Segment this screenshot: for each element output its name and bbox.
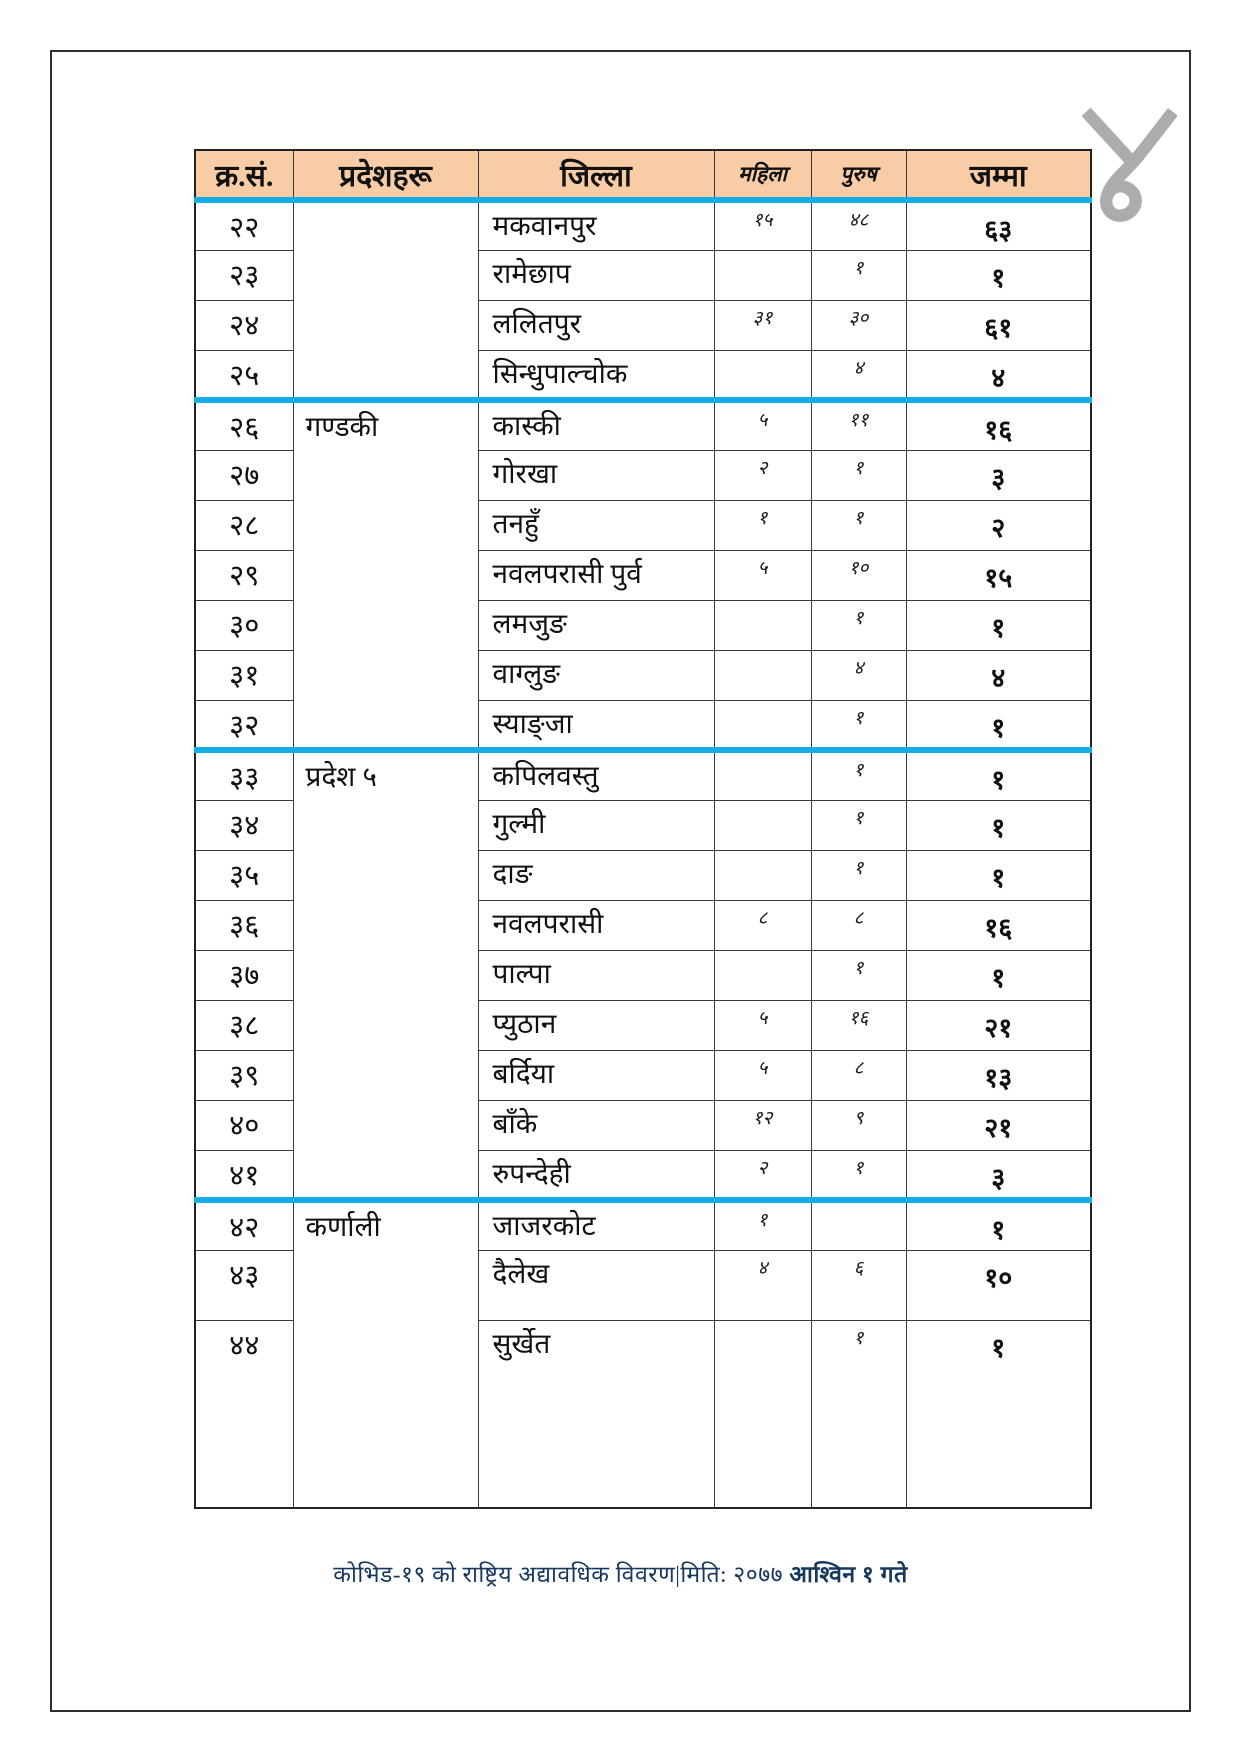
table-row (195, 200, 1091, 250)
female-count-cell: ८ (714, 900, 811, 950)
total-count-cell: १३ (906, 1050, 1091, 1100)
serial-number-cell: २९ (195, 550, 293, 600)
district-cell: स्याङ्जा (478, 700, 714, 750)
district-cell: गोरखा (478, 450, 714, 500)
male-count-cell: ११ (811, 400, 906, 450)
footer-date-bold: आश्विन १ गते (789, 1562, 908, 1587)
female-count-cell: १५ (714, 200, 811, 250)
footer-caption (52, 1557, 1189, 1589)
male-count-cell: १ (811, 450, 906, 500)
district-cell: दाङ (478, 850, 714, 900)
col-header-provinces: प्रदेशहरू (293, 150, 478, 200)
serial-number-cell: ३० (195, 600, 293, 650)
female-count-cell (714, 600, 811, 650)
male-count-cell: १० (811, 550, 906, 600)
serial-number-cell: २३ (195, 250, 293, 300)
female-count-cell: ३१ (714, 300, 811, 350)
female-count-cell (714, 950, 811, 1000)
serial-number-cell: २५ (195, 350, 293, 400)
col-header-male: पुरुष (811, 150, 906, 200)
female-count-cell (714, 1320, 811, 1508)
district-cell: ललितपुर (478, 300, 714, 350)
male-count-cell: ६ (811, 1250, 906, 1320)
total-count-cell: १६ (906, 900, 1091, 950)
district-cell: नवलपरासी (478, 900, 714, 950)
serial-number-cell: ४४ (195, 1320, 293, 1508)
male-count-cell: १ (811, 1320, 906, 1508)
table-header (195, 150, 1091, 200)
female-count-cell (714, 700, 811, 750)
header-row (195, 150, 1091, 200)
total-count-cell: १५ (906, 550, 1091, 600)
male-count-cell: १ (811, 950, 906, 1000)
serial-number-cell: २२ (195, 200, 293, 250)
province-cell: गण्डकी (293, 400, 478, 750)
col-header-female: महिला (714, 150, 811, 200)
serial-number-cell: ३३ (195, 750, 293, 800)
female-count-cell: १ (714, 1200, 811, 1250)
covid-district-table (194, 149, 1092, 1509)
male-count-cell: १ (811, 700, 906, 750)
total-count-cell: १ (906, 700, 1091, 750)
district-cell: गुल्मी (478, 800, 714, 850)
province-cell: कर्णाली (293, 1200, 478, 1508)
district-cell: रामेछाप (478, 250, 714, 300)
district-cell: जाजरकोट (478, 1200, 714, 1250)
total-count-cell: १६ (906, 400, 1091, 450)
total-count-cell: १ (906, 600, 1091, 650)
female-count-cell (714, 750, 811, 800)
female-count-cell: २ (714, 450, 811, 500)
province-cell (293, 200, 478, 400)
male-count-cell: ४ (811, 350, 906, 400)
total-count-cell: २१ (906, 1100, 1091, 1150)
total-count-cell: १ (906, 950, 1091, 1000)
male-count-cell: ८ (811, 1050, 906, 1100)
serial-number-cell: ३४ (195, 800, 293, 850)
serial-number-cell: ४३ (195, 1250, 293, 1320)
serial-number-cell: ४० (195, 1100, 293, 1150)
serial-number-cell: ३७ (195, 950, 293, 1000)
male-count-cell: ९ (811, 1100, 906, 1150)
male-count-cell: ३० (811, 300, 906, 350)
serial-number-cell: ३२ (195, 700, 293, 750)
female-count-cell (714, 350, 811, 400)
col-header-district: जिल्ला (478, 150, 714, 200)
total-count-cell: ४ (906, 350, 1091, 400)
serial-number-cell: ३८ (195, 1000, 293, 1050)
male-count-cell: १ (811, 750, 906, 800)
table-body (195, 200, 1091, 1508)
district-cell: कास्की (478, 400, 714, 450)
page-border-frame (50, 50, 1191, 1712)
district-cell: दैलेख (478, 1250, 714, 1320)
district-cell: लमजुङ (478, 600, 714, 650)
total-count-cell: १ (906, 250, 1091, 300)
male-count-cell: १ (811, 250, 906, 300)
serial-number-cell: २८ (195, 500, 293, 550)
district-cell: बाँके (478, 1100, 714, 1150)
total-count-cell: ६३ (906, 200, 1091, 250)
total-count-cell: १ (906, 750, 1091, 800)
female-count-cell: ५ (714, 1000, 811, 1050)
district-cell: सिन्धुपाल्चोक (478, 350, 714, 400)
female-count-cell: ४ (714, 1250, 811, 1320)
female-count-cell: ५ (714, 550, 811, 600)
serial-number-cell: ३१ (195, 650, 293, 700)
male-count-cell (811, 1200, 906, 1250)
district-cell: कपिलवस्तु (478, 750, 714, 800)
total-count-cell: ४ (906, 650, 1091, 700)
serial-number-cell: ४१ (195, 1150, 293, 1200)
district-cell: बर्दिया (478, 1050, 714, 1100)
total-count-cell: १ (906, 1320, 1091, 1508)
table-row (195, 400, 1091, 450)
male-count-cell: ४ (811, 650, 906, 700)
female-count-cell: १ (714, 500, 811, 550)
female-count-cell: ५ (714, 1050, 811, 1100)
male-count-cell: ४८ (811, 200, 906, 250)
serial-number-cell: ३९ (195, 1050, 293, 1100)
col-header-serial-number: क्र.सं. (195, 150, 293, 200)
district-cell: तनहुँ (478, 500, 714, 550)
district-cell: रुपन्देही (478, 1150, 714, 1200)
district-cell: पाल्पा (478, 950, 714, 1000)
table-row (195, 1200, 1091, 1250)
serial-number-cell: २४ (195, 300, 293, 350)
serial-number-cell: २७ (195, 450, 293, 500)
total-count-cell: ३ (906, 1150, 1091, 1200)
district-cell: वाग्लुङ (478, 650, 714, 700)
female-count-cell (714, 800, 811, 850)
total-count-cell: १ (906, 1200, 1091, 1250)
serial-number-cell: ३६ (195, 900, 293, 950)
total-count-cell: १ (906, 800, 1091, 850)
col-header-total: जम्मा (906, 150, 1091, 200)
devanagari-four-icon (1082, 107, 1177, 222)
page-number-watermark (1082, 107, 1177, 222)
district-cell: नवलपरासी पुर्व (478, 550, 714, 600)
total-count-cell: २१ (906, 1000, 1091, 1050)
male-count-cell: १ (811, 500, 906, 550)
district-cell: मकवानपुर (478, 200, 714, 250)
district-cell: सुर्खेत (478, 1320, 714, 1508)
female-count-cell (714, 850, 811, 900)
district-cell: प्युठान (478, 1000, 714, 1050)
total-count-cell: १ (906, 850, 1091, 900)
serial-number-cell: २६ (195, 400, 293, 450)
male-count-cell: १ (811, 800, 906, 850)
total-count-cell: ६१ (906, 300, 1091, 350)
table-row (195, 750, 1091, 800)
female-count-cell: २ (714, 1150, 811, 1200)
female-count-cell (714, 250, 811, 300)
male-count-cell: १ (811, 1150, 906, 1200)
female-count-cell (714, 650, 811, 700)
female-count-cell: ५ (714, 400, 811, 450)
serial-number-cell: ३५ (195, 850, 293, 900)
serial-number-cell: ४२ (195, 1200, 293, 1250)
male-count-cell: १ (811, 600, 906, 650)
male-count-cell: १६ (811, 1000, 906, 1050)
female-count-cell: १२ (714, 1100, 811, 1150)
total-count-cell: १० (906, 1250, 1091, 1320)
province-cell: प्रदेश ५ (293, 750, 478, 1200)
male-count-cell: ८ (811, 900, 906, 950)
total-count-cell: २ (906, 500, 1091, 550)
total-count-cell: ३ (906, 450, 1091, 500)
footer-text: कोभिड-१९ को राष्ट्रिय अद्यावधिक विवरण|मिति: २०७७ (333, 1562, 790, 1587)
male-count-cell: १ (811, 850, 906, 900)
